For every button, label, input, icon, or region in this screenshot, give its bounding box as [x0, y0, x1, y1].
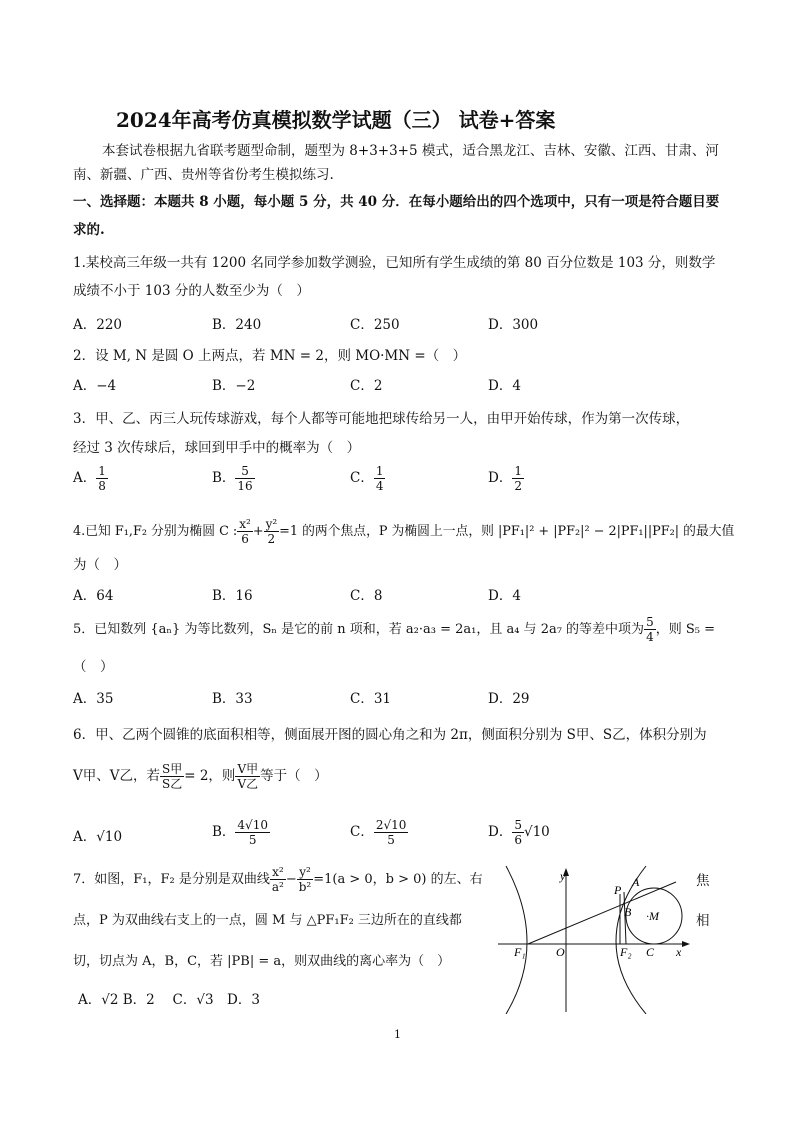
question-5-line-2: （ ）	[73, 659, 114, 675]
q4-option-b: B．16	[212, 588, 253, 604]
label-f2: F₂	[620, 945, 632, 959]
question-7-line-2: 点，P 为双曲线右支上的一点，圆 M 与 △PF₁F₂ 三边所在的直线都	[73, 913, 462, 928]
q5-option-a: A．35	[73, 691, 114, 707]
label-x: x	[676, 945, 682, 959]
label-y: y	[560, 869, 566, 883]
hyperbola-left-branch	[506, 866, 527, 1014]
q4-option-a: A．64	[73, 588, 114, 604]
q3-option-b: B． $\frac{5}{16}$	[212, 464, 253, 493]
label-a: A	[632, 875, 640, 889]
label-p: P	[614, 883, 622, 897]
q1-option-c: C．250	[350, 317, 400, 333]
q6-option-d: D． $\frac{5}{6}$ √10	[488, 818, 550, 847]
question-6-line-1: 6．甲、乙两个圆锥的底面积相等，侧面展开图的圆心角之和为 2π，侧面积分别为 S甲、S乙，体积分别为	[73, 727, 707, 743]
question-7-line-1: 7．如图，F₁，F₂ 是分别是双曲线 $\frac{\text{x²}}{\text{a²}}$ − $\frac{\text{y²}}{\text{b²}}$ =1(a > 0，b > 0) 的左、右	[73, 865, 483, 894]
q4-option-d: D．4	[488, 588, 521, 604]
question-7-line-3: 切，切点为 A，B，C，若 |PB| = a，则双曲线的离心率为（ ）	[73, 954, 451, 969]
q1-option-a: A．220	[73, 317, 123, 333]
q3-option-a: A． $\frac{1}{8}$	[73, 464, 106, 493]
label-f1: F₁	[514, 945, 526, 959]
page-number: 1	[394, 1028, 401, 1041]
q1-option-b: B．240	[212, 317, 262, 333]
question-3-line-2: 经过 3 次传球后，球回到甲手中的概率为（ ）	[73, 440, 361, 456]
q7-options: A．√2 B．2 C．√3 D．3	[78, 992, 260, 1008]
intro-line-1: 本套试卷根据九省联考题型命制，题型为 8+3+3+5 模式，适合黑龙江、吉林、安徽、江西、甘肃、河	[102, 143, 719, 159]
section-heading-line-1: 一、选择题：本题共 8 小题，每小题 5 分，共 40 分．在每小题给出的四个选项中，只有一项是符合题目要	[73, 194, 720, 210]
q5-option-d: D．29	[488, 691, 530, 707]
q2-option-d: D．4	[488, 378, 521, 394]
question-7-side-char-2: 相	[696, 913, 710, 929]
q2-option-b: B．−2	[212, 378, 256, 394]
question-4-line-1: 4.已知 F₁,F₂ 分别为椭圆 C : $\frac{\text{x²}}{6}$ + $\frac{\text{y²}}{2}$ =1 的两个焦点，P 为椭圆上一点，则 |PF₁|² + |PF₂|² − 2|PF₁||PF₂| 的最大值	[73, 517, 735, 546]
q6-option-a: A．√10	[73, 829, 123, 845]
question-2: 2．设 M, N 是圆 O 上两点，若 MN = 2，则 MO·MN =（ ）	[73, 348, 467, 364]
question-3-line-1: 3．甲、乙、丙三人玩传球游戏，每个人都等可能地把球传给另一人，由甲开始传球，作为第一次传球，	[73, 411, 690, 427]
question-1-line-2: 成绩不小于 103 分的人数至少为（ ）	[73, 283, 310, 299]
question-5-line-1: 5．已知数列 {aₙ} 为等比数列，Sₙ 是它的前 n 项和，若 a₂·a₃ = 2a₁，且 a₄ 与 2a₇ 的等差中项为 $\frac{5}{4}$ ，则 S₅ =	[73, 615, 715, 644]
question-6-line-2: V甲、V乙，若 $\frac{\text{S甲}}{\text{S乙}}$ = 2，则 $\frac{\text{V甲}}{\text{V乙}}$ 等于（ ）	[73, 762, 328, 791]
q3-option-c: C． $\frac{1}{4}$	[350, 464, 384, 493]
q5-option-c: C．31	[350, 691, 392, 707]
q5-option-b: B．33	[212, 691, 253, 707]
q6-option-b: B． $\frac{4√10}{5}$	[212, 818, 268, 847]
q2-option-a: A．−4	[73, 378, 117, 394]
intro-line-2: 南、新疆、广西、贵州等省份考生模拟练习.	[73, 167, 334, 183]
q4-option-c: C．8	[350, 588, 383, 604]
x-axis-arrow	[682, 941, 690, 947]
label-m: ·M	[646, 909, 659, 923]
q2-option-c: C．2	[350, 378, 383, 394]
label-o: O	[556, 945, 565, 959]
question-4-line-2: 为（ ）	[73, 557, 127, 573]
question-7-side-char-1: 焦	[696, 873, 710, 889]
page-title: 2024年高考仿真模拟数学试题（三） 试卷+答案	[116, 108, 556, 132]
q1-option-d: D．300	[488, 317, 539, 333]
label-b: B	[624, 905, 632, 919]
q6-option-c: C． $\frac{2√10}{5}$	[350, 818, 407, 847]
section-heading-line-2: 求的.	[73, 222, 105, 238]
q3-option-d: D． $\frac{1}{2}$	[488, 464, 522, 493]
hyperbola-figure	[496, 864, 694, 1014]
question-1-line-1: 1.某校高三年级一共有 1200 名同学参加数学测验，已知所有学生成绩的第 80 百分位数是 103 分，则数学	[73, 255, 716, 271]
label-c: C	[646, 945, 655, 959]
